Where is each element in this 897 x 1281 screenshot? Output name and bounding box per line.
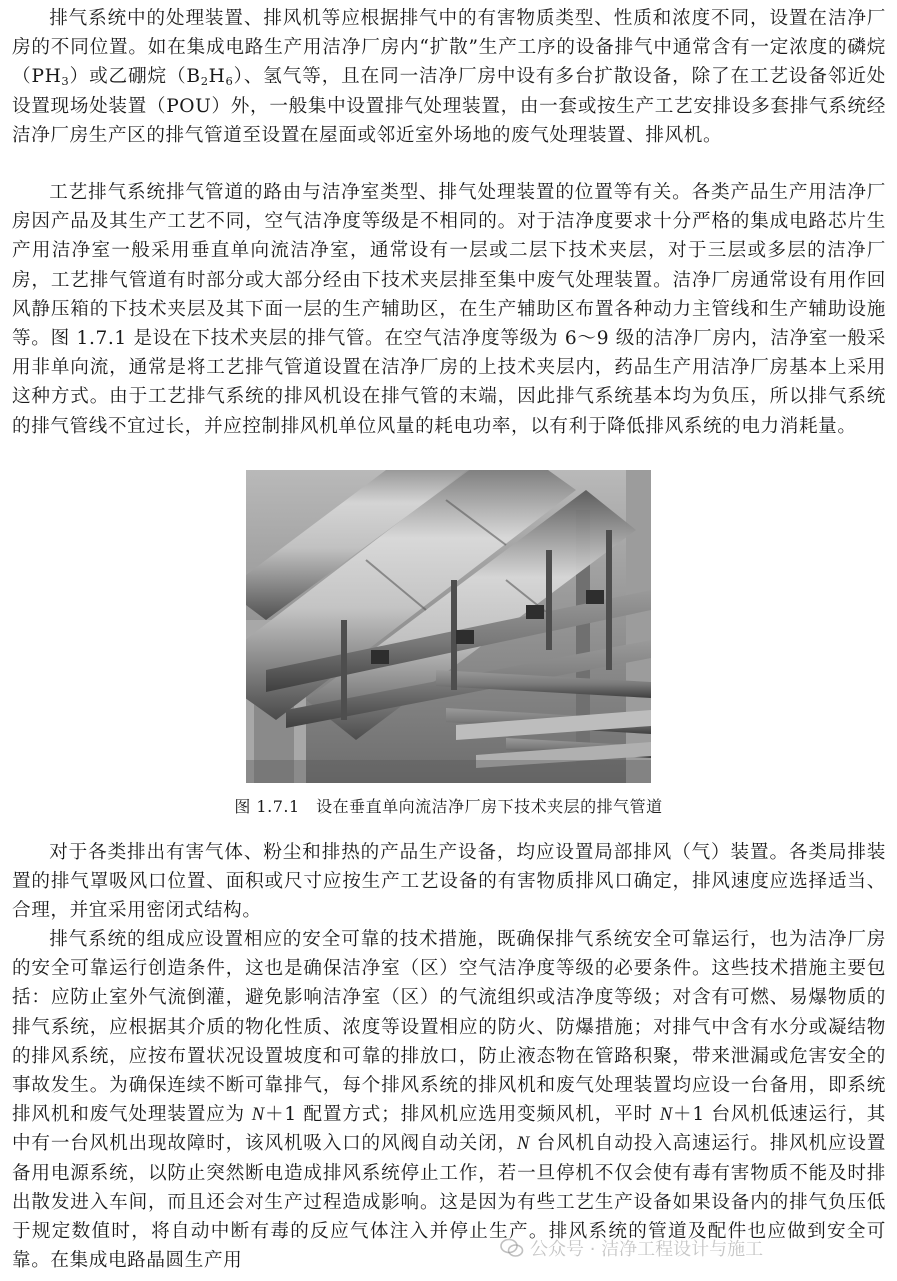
subscript: 2: [200, 74, 209, 89]
paragraph-text-segment: 排气系统中的处理装置、排风机等应根据排气中的有害物质类型、性质和浓度不同，设置在洁净厂房的不同位置。如在集成电路生产用洁净厂房内“扩散”生产工序的设备排气中通常含有一定浓度的磷烷（PH: [12, 8, 886, 88]
math-variable: N: [516, 1133, 530, 1155]
paragraph-text-segment: ）、氢气等，且在同一洁净厂房中设有多台扩散设备，除了在工艺设备邻近处设置现场处装置（POU）外，一般集中设置排气处理装置，由一套或按生产工艺安排设多套排气系统经洁净厂房生产区的排气管道至设置在屋面或邻近室外场地的废气处理装置、排风机。: [12, 66, 886, 146]
figure-caption: 图 1.7.1 设在垂直单向流洁净厂房下技术夹层的排气管道: [234, 797, 663, 816]
duct-photo-illustration: [246, 470, 651, 783]
subscript: 3: [61, 74, 70, 89]
watermark-text: 公众号 · 洁净工程设计与施工: [530, 1239, 764, 1260]
paragraph-text-segment: H: [208, 66, 226, 88]
math-variable: N: [251, 1104, 265, 1126]
math-variable: N: [659, 1104, 673, 1126]
figure-photo-exhaust-ducts: [246, 470, 651, 783]
paragraph-4: [12, 925, 886, 1275]
paragraph-text-segment: 对于各类排出有害气体、粉尘和排热的产品生产设备，均应设置局部排风（气）装置。各类局排装置的排气罩吸风口位置、面积或尺寸应按生产工艺设备的有害物质排风口确定，排风速度应选择适当、合理，并宜采用密闭式结构。: [12, 842, 886, 922]
paragraph-text-segment: 排气系统的组成应设置相应的安全可靠的技术措施，既确保排气系统安全可靠运行，也为洁净厂房的安全可靠运行创造条件，这也是确保洁净室（区）空气洁净度等级的必要条件。这些技术措施主要包括：应防止室外气流倒灌，避免影响洁净室（区）的气流组织或洁净度等级；对含有可燃、易爆物质的排气系统，应根据其介质的物化性质、浓度等设置相应的防火、防爆措施；对排气中含有水分或凝结物的排风系统，应按布置状况设置坡度和可靠的排放口，防止液态物在管路积聚，带来泄漏或危害安全的事故发生。为确保连续不断可靠排气，每个排风系统的排风机和废气处理装置均应设一台备用，即系统排风机和废气处理装置应为: [12, 929, 886, 1126]
paragraph-text-segment: ＋1 台风机低速运行，其中有一台风机出现故障时，该风机吸入口的风阀自动关闭，: [12, 1104, 886, 1155]
paragraph-1: [12, 4, 886, 150]
paragraph-text-segment: 工艺排气系统排气管道的路由与洁净室类型、排气处理装置的位置等有关。各类产品生产用洁净厂房因产品及其生产工艺不同，空气洁净度等级是不相同的。对于洁净度要求十分严格的集成电路芯片生产用洁净室一般采用垂直单向流洁净室，通常设有一层或二层下技术夹层，对于三层或多层的洁净厂房，工艺排气管道有时部分或大部分经由下技术夹层排至集中废气处理装置。洁净厂房通常设有用作回风静压箱的下技术夹层及其下面一层的生产辅助区，在生产辅助区布置各种动力主管线和生产辅助设施等。图 1.7.1 是设在下技术夹层的排气管。在空气洁净度等级为 6～9 级的洁净厂房内，洁净室一般采用非单向流，通常是将工艺排气管道设置在洁净厂房的上技术夹层内，药品生产用洁净厂房基本上采用这种方式。由于工艺排气系统的排风机设在排气管的末端，因此排气系统基本均为负压，所以排气系统的排气管线不宜过长，并应控制排风机单位风量的耗电功率，以有利于降低排风系统的电力消耗量。: [12, 182, 886, 437]
paragraph-3: [12, 838, 886, 926]
paragraph-text-segment: ）或乙硼烷（B: [69, 66, 201, 88]
subscript: 6: [225, 74, 234, 89]
paragraph-text-segment: 台风机自动投入高速运行。排风机应设置备用电源系统，以防止突然断电造成排风系统停止工作，若一旦停机不仅会使有毒有害物质不能及时排出散发进入车间，而且还会对生产过程造成影响。这是因为有些工艺生产设备如果设备内的排气负压低于规定数值时，将自动中断有毒的反应气体注入并停止生产。排风系统的管道及配件也应做到安全可靠。在集成电路晶圆生产用: [12, 1133, 887, 1272]
paragraph-2: [12, 178, 886, 441]
paragraph-text-segment: ＋1 配置方式；排风机应选用变频风机，平时: [264, 1104, 660, 1126]
